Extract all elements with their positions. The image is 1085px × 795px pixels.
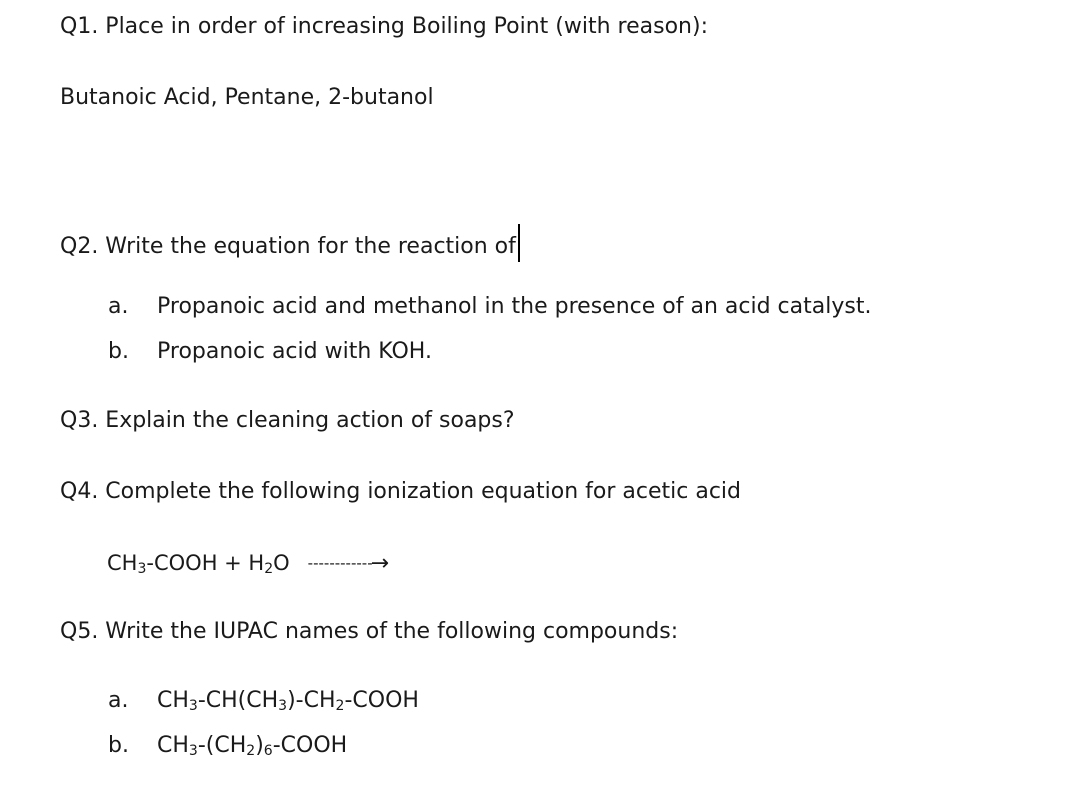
- formula-part: -(CH: [197, 733, 247, 758]
- text-cursor: [518, 224, 520, 262]
- arrow-dashes: ------------: [307, 554, 373, 572]
- q5-item-a-formula: [157, 687, 419, 715]
- formula-subscript: 6: [263, 743, 273, 759]
- q2-prompt-line: [60, 224, 520, 262]
- eq-reactant-1-rest: -COOH + H: [146, 551, 265, 575]
- eq-reactant-1: CH: [107, 551, 138, 575]
- eq-subscript: 2: [264, 561, 274, 577]
- list-marker: a.: [108, 294, 129, 319]
- formula-part: )-CH: [287, 688, 336, 713]
- q4-prompt: Q4. Complete the following ionization equation for acetic acid: [60, 479, 742, 504]
- formula-subscript: 3: [188, 698, 198, 714]
- formula-part: ): [255, 733, 264, 758]
- q1-compounds: Butanoic Acid, Pentane, 2-butanol: [60, 85, 434, 110]
- formula-subscript: 2: [246, 743, 256, 759]
- formula-part: CH: [157, 688, 189, 713]
- q2-item-b-text: Propanoic acid with KOH.: [157, 339, 432, 364]
- q5-prompt: Q5. Write the IUPAC names of the following compounds:: [60, 619, 679, 644]
- formula-subscript: 3: [188, 743, 198, 759]
- arrow-right-icon: →: [370, 551, 390, 576]
- formula-part: -CH(CH: [197, 688, 279, 713]
- formula-part: -COOH: [344, 688, 419, 713]
- list-marker: a.: [108, 688, 129, 713]
- ionization-equation: [107, 549, 389, 578]
- formula-subscript: 3: [278, 698, 288, 714]
- q3-prompt: Q3. Explain the cleaning action of soaps?: [60, 408, 515, 433]
- eq-subscript: 3: [137, 561, 147, 577]
- q2-prompt: Q2. Write the equation for the reaction of: [60, 234, 516, 259]
- eq-reactant-2-rest: O: [273, 551, 290, 575]
- formula-subscript: 2: [335, 698, 345, 714]
- q5-item-b-formula: [157, 732, 347, 760]
- q2-item-a-text: Propanoic acid and methanol in the presence of an acid catalyst.: [157, 294, 872, 319]
- list-marker: b.: [108, 733, 129, 758]
- formula-part: -COOH: [272, 733, 348, 758]
- q1-prompt: Q1. Place in order of increasing Boiling Point (with reason):: [60, 14, 708, 39]
- formula-part: CH: [157, 733, 189, 758]
- list-marker: b.: [108, 339, 129, 364]
